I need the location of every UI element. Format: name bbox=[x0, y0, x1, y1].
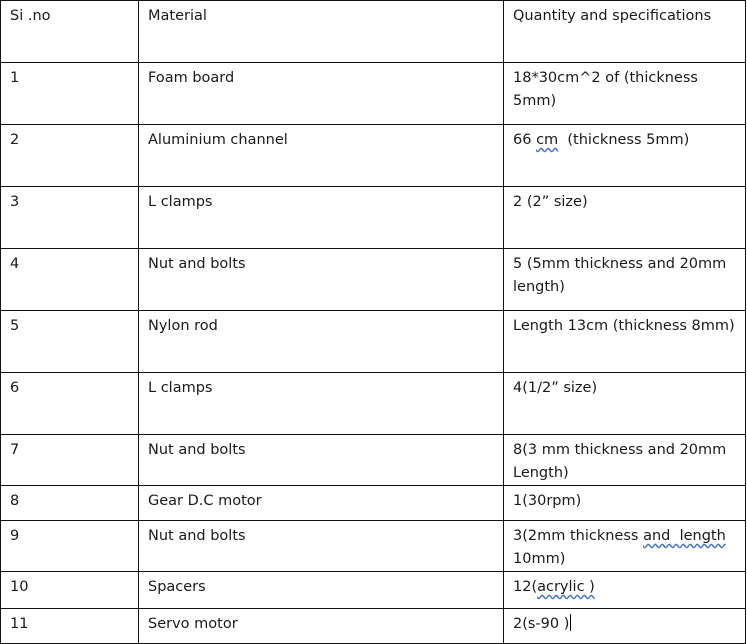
table-row bbox=[1, 373, 746, 435]
table-row bbox=[1, 486, 746, 521]
table-row bbox=[1, 521, 746, 572]
spec-text: 3(2mm thickness bbox=[513, 528, 644, 544]
cell-material: Foam board bbox=[139, 63, 504, 125]
cell-spec bbox=[504, 125, 746, 187]
cell-no: 10 bbox=[1, 572, 139, 609]
cell-material: Nut and bolts bbox=[139, 249, 504, 311]
spell-check-underline: and length bbox=[643, 528, 726, 544]
cell-spec: 18*30cm^2 of (thickness 5mm) bbox=[504, 63, 746, 125]
cell-no: 9 bbox=[1, 521, 139, 572]
cell-no: 1 bbox=[1, 63, 139, 125]
cell-spec: 1(30rpm) bbox=[504, 486, 746, 521]
header-quantity: Quantity and specifications bbox=[504, 1, 746, 63]
table-row bbox=[1, 609, 746, 644]
cell-material: L clamps bbox=[139, 373, 504, 435]
table-row bbox=[1, 63, 746, 125]
cell-material: Nut and bolts bbox=[139, 521, 504, 572]
cell-no: 5 bbox=[1, 311, 139, 373]
cell-spec: 5 (5mm thickness and 20mm length) bbox=[504, 249, 746, 311]
spell-check-underline: cm bbox=[536, 132, 559, 148]
cell-spec: 2 (2” size) bbox=[504, 187, 746, 249]
cell-material: Nut and bolts bbox=[139, 435, 504, 486]
table-row bbox=[1, 187, 746, 249]
header-row bbox=[1, 1, 746, 63]
cell-spec: 8(3 mm thickness and 20mm Length) bbox=[504, 435, 746, 486]
header-si-no: Si .no bbox=[1, 1, 139, 63]
spell-check-underline: acrylic ) bbox=[537, 579, 595, 595]
cell-material: Aluminium channel bbox=[139, 125, 504, 187]
cell-spec: Length 13cm (thickness 8mm) bbox=[504, 311, 746, 373]
table-row bbox=[1, 249, 746, 311]
cell-material: L clamps bbox=[139, 187, 504, 249]
spec-text: 2(s-90 ) bbox=[513, 616, 570, 632]
cell-spec[interactable] bbox=[504, 609, 746, 644]
cell-spec: 4(1/2” size) bbox=[504, 373, 746, 435]
spec-text: (thickness 5mm) bbox=[558, 132, 690, 148]
cell-no: 8 bbox=[1, 486, 139, 521]
table-row bbox=[1, 435, 746, 486]
cell-material: Servo motor bbox=[139, 609, 504, 644]
cell-no: 4 bbox=[1, 249, 139, 311]
cell-no: 7 bbox=[1, 435, 139, 486]
cell-no: 11 bbox=[1, 609, 139, 644]
cell-material: Gear D.C motor bbox=[139, 486, 504, 521]
cell-spec bbox=[504, 572, 746, 609]
spec-text: 12( bbox=[513, 579, 538, 595]
spec-text: 10mm) bbox=[513, 551, 566, 567]
table-row bbox=[1, 311, 746, 373]
cell-material: Nylon rod bbox=[139, 311, 504, 373]
cell-no: 2 bbox=[1, 125, 139, 187]
cell-no: 6 bbox=[1, 373, 139, 435]
cell-no: 3 bbox=[1, 187, 139, 249]
spec-text: 66 bbox=[513, 132, 537, 148]
table-row bbox=[1, 125, 746, 187]
text-cursor bbox=[570, 614, 571, 631]
table-row bbox=[1, 572, 746, 609]
cell-material: Spacers bbox=[139, 572, 504, 609]
header-material: Material bbox=[139, 1, 504, 63]
cell-spec bbox=[504, 521, 746, 572]
